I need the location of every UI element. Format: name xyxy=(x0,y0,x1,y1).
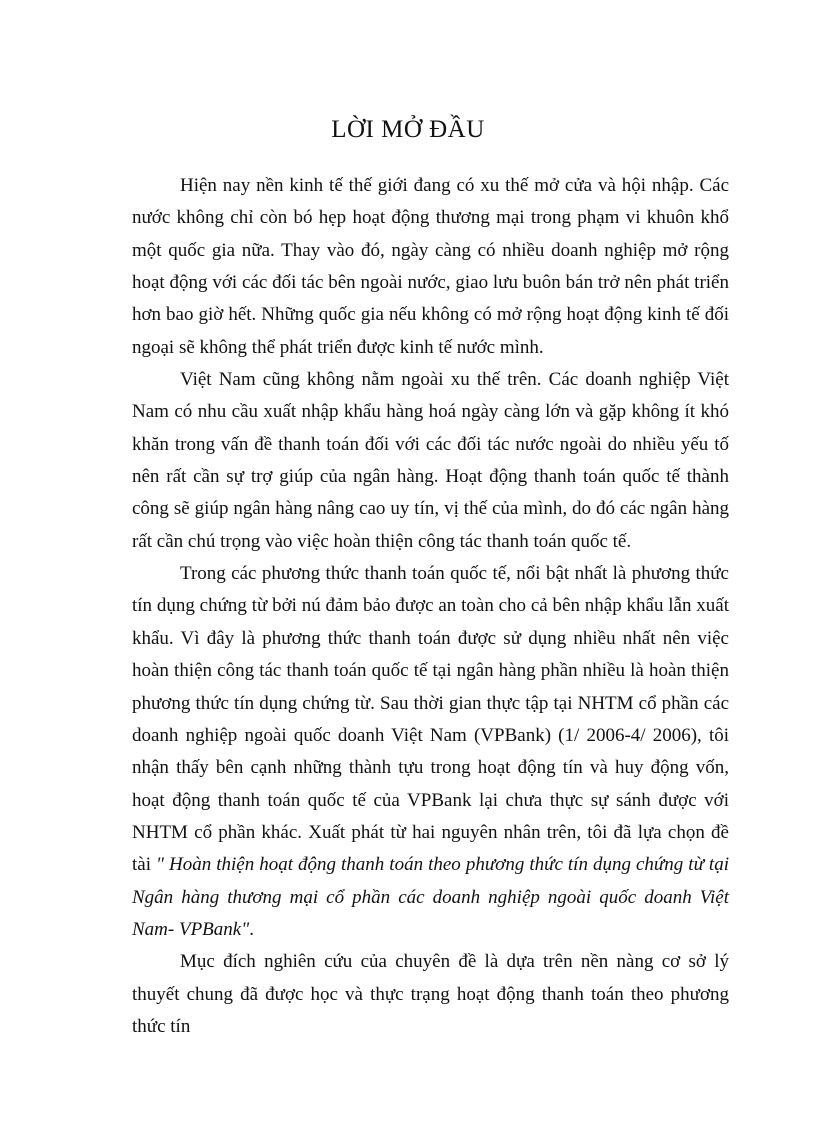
paragraph-4: Mục đích nghiên cứu của chuyên đề là dựa trên nền nàng cơ sở lý thuyết chung đã được học và thực trạng hoạt động thanh toán theo phương thức tín xyxy=(132,951,729,1037)
paragraph-2: Việt Nam cũng không nằm ngoài xu thế trên. Các doanh nghiệp Việt Nam có nhu cầu xuất nhập khẩu hàng hoá ngày càng lớn và gặp không ít khó khăn trong vấn đề thanh toán đối với các đối tác nước ngoài do nhiều yếu tố nên rất cần sự trợ giúp của ngân hàng. Hoạt động thanh toán quốc tế thành công sẽ giúp ngân hàng nâng cao uy tín, vị thế của mình, do đó các ngân hàng rất cần chú trọng vào việc hoàn thiện công tác thanh toán quốc tế. xyxy=(132,369,729,552)
paragraph-3 xyxy=(132,558,729,946)
paragraph-1: Hiện nay nền kinh tế thế giới đang có xu thế mở cửa và hội nhập. Các nước không chỉ còn bó hẹp hoạt động thương mại trong phạm vi khuôn khổ một quốc gia nữa. Thay vào đó, ngày càng có nhiều doanh nghiệp mở rộng hoạt động với các đối tác bên ngoài nước, giao lưu buôn bán trở nên phát triển hơn bao giờ hết. Những quốc gia nếu không có mở rộng hoạt động kinh tế đối ngoại sẽ không thể phát triển được kinh tế nước mình. xyxy=(132,175,729,358)
paragraph-3-end: . xyxy=(249,918,254,940)
thesis-topic-title: " Hoàn thiện hoạt động thanh toán theo phương thức tín dụng chứng từ tại Ngân hàng thương mại cổ phần các doanh nghiệp ngoài quốc doanh Việt Nam- VPBank" xyxy=(132,854,729,940)
document-body xyxy=(132,170,729,1043)
paragraph-3-text: Trong các phương thức thanh toán quốc tế, nổi bật nhất là phương thức tín dụng chứng từ bởi nú đảm bảo được an toàn cho cả bên nhập khẩu lẫn xuất khẩu. Vì đây là phương thức thanh toán được sử dụng nhiều nhất nên việc hoàn thiện công tác thanh toán quốc tế tại ngân hàng phần nhiều là hoàn thiện phương thức tín dụng chứng từ. Sau thời gian thực tập tại NHTM cổ phần các doanh nghiệp ngoài quốc doanh Việt Nam (VPBank) (1/ 2006-4/ 2006), tôi nhận thấy bên cạnh những thành tựu trong hoạt động tín và huy động vốn, hoạt động thanh toán quốc tế của VPBank lại chưa thực sự sánh được với NHTM cổ phần khác. Xuất phát từ hai nguyên nhân trên, tôi đã lựa chọn đề tài xyxy=(132,563,729,876)
page-title: LỜI MỞ ĐẦU xyxy=(331,116,485,143)
